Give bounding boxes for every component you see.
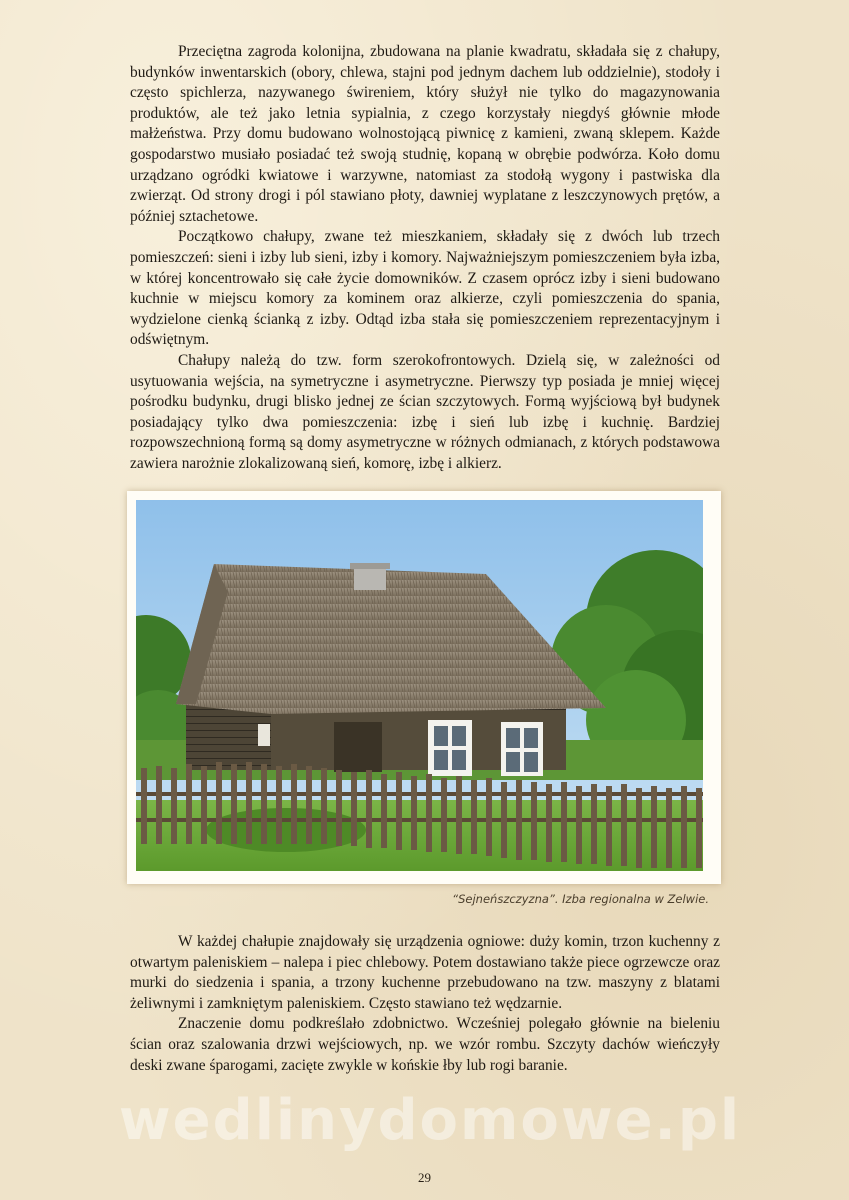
paragraph: Chałupy należą do tzw. form szerokofrontowych. Dzielą się, w zależności od usytuowania wejścia, na symetryczne i asymetryczne. Pierwszy typ posiada je mniej więcej pośrodku budynku, drugi blisko jednej ze ścian szczytowych. Formą wyjściową był budynek posiadający tylko dwa pomieszczenia: izbę i sień lub izbę i kuchnię. Bardziej rozpowszechnioną formą są domy asymetryczne w różnych odmianach, z których podstawowa zawiera narożnie zlokalizowaną sień, komorę, izbę i alkierz. bbox=[130, 351, 720, 472]
paragraph: Przeciętna zagroda kolonijna, zbudowana na planie kwadratu, składała się z chałupy, budynków inwentarskich (obory, chlewa, stajni pod jednym dachem lub oddzielnie), stodoły i często spichlerza, nazywanego świreniem, który służył nie tylko do magazynowania produktów, ale też jako letnia sypialnia, z czego korzystały niegdyś głównie młode małżeństwa. Przy domu budowano wolnostojącą piwnicę z kamieni, zwaną sklepem. Każde gospodarstwo musiało posiadać też swoją studnię, kopaną w obrębie podwórza. Koło domu urządzano ogródki kwiatowe i warzywne, natomiast za stodołą wygony i pastwiska dla zwierząt. Od strony drogi i pól stawiano płoty, dawniej wyplatane z leszczynowych prętów, a później sztachetowe. bbox=[130, 43, 720, 225]
paragraph: W każdej chałupie znajdowały się urządzenia ogniowe: duży komin, trzon kuchenny z otwartym paleniskiem – nalepa i piec chlebowy. Potem dostawiano także piece ogrzewcze oraz murki do siedzenia i spania, a trzony kuchenne przebudowano na tzw. maszyny z blatami żeliwnymi i zamkniętym paleniskiem. Często stawiano też wędzarnie. bbox=[130, 933, 720, 1012]
watermark: wedlinydomowe.pl bbox=[118, 1088, 742, 1153]
photo-frame bbox=[127, 491, 721, 884]
paragraph: Znaczenie domu podkreślało zdobnictwo. Wcześniej polegało głównie na bieleniu ścian oraz szalowania drzwi wejściowych, np. we wzór rombu. Szczyty dachów wieńczyły deski zwane śparogami, zacięte zwykle w końskie łby lub rogi baranie. bbox=[130, 1015, 720, 1074]
paragraph: Początkowo chałupy, zwane też mieszkaniem, składały się z dwóch lub trzech pomieszczeń: sieni i izby lub sieni, izby i komory. Najważniejszym pomieszczeniem była izba, w której koncentrowało się całe życie domowników. Z czasem oprócz izby i sieni budowano kuchnie w miejscu komory za kominem oraz alkierze, czyli pomieszczenia do spania, wydzielone cienką ścianką z izby. Odtąd izba stała się pomieszczeniem reprezentacyjnym i odświętnym. bbox=[130, 228, 720, 349]
house-photo bbox=[136, 500, 703, 871]
photo-caption: “Sejneńszczyzna”. Izba regionalna w Zelwie. bbox=[452, 892, 709, 906]
body-text-bottom bbox=[130, 932, 720, 1076]
body-text-top bbox=[130, 42, 720, 474]
page-number: 29 bbox=[418, 1170, 431, 1185]
